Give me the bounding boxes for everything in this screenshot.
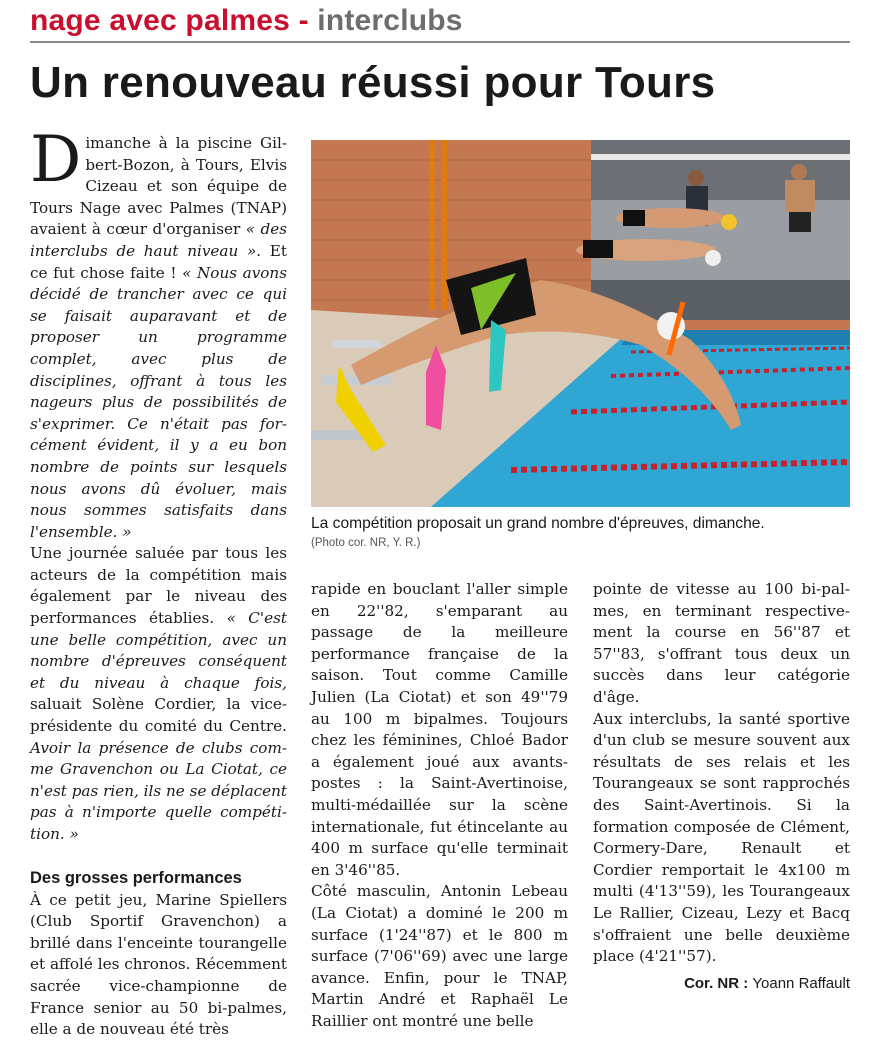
quote-run: « Nous avons décidé de trancher avec ce qui se faisait auparavant et de proposer un programme complet, avec plus de disciplines, offrant à tous les nageurs plus de possibilités de s'exprimer. Ce n'était pas forcément évident, il y a eu bon nombre de points sur lesquels nous avons dû évoluer, mais nous sommes satisfaits dans l'ensemble. » — [30, 263, 288, 541]
drop-cap: D — [30, 123, 82, 197]
paragraph-4: rapide en bouclant l'aller simple en 22''82, s'emparant au passage de la meilleure performance française de la saison. Tout comme Camille Julien (La Ciotat) et son 49''79 au 100 m bipalmes. Toujours chez les féminines, Chloé Bador a également joué aux avants-postes : la Saint-Avertinoise, multi-médaillée sur la scène internationale, fut étincelante au 400 m surface qu'elle terminait en 3'46''85. — [311, 580, 568, 879]
article-column-3 — [593, 579, 850, 968]
signature-author: Yoann Raffault — [752, 975, 850, 992]
photo-caption: La compétition proposait un grand nombre d'épreuves, dimanche. — [311, 515, 765, 532]
article-column-1 — [30, 123, 288, 1041]
text-run: Et ce fut chose faite ! — [30, 241, 287, 282]
kicker-rule — [30, 41, 850, 43]
quote-run: « C'est une belle compétition, avec un nombre d'épreuves conséquent et du niveau à chaque fois, — [30, 609, 287, 692]
headline: Un renouveau réussi pour Tours — [30, 58, 716, 107]
paragraph-6: pointe de vitesse au 100 bi-palmes, en terminant respectivement la course en 56''87 et 57''83, s'offrant tous deux un succès dans leur catégorie d'âge. — [593, 580, 850, 706]
kicker-section: interclubs — [317, 4, 463, 37]
kicker-topic: nage avec palmes — [30, 4, 291, 37]
paragraph-1 — [30, 123, 288, 543]
swimmers-photo-illustration — [311, 140, 850, 507]
signature-prefix: Cor. NR : — [684, 975, 753, 992]
paragraph-3: À ce petit jeu, Marine Spiellers (Club Sportif Gravenchon) a brillé dans l'enceinte tourangelle et affolé les chronos. Récemment sacrée vice-championne de France senior au 50 bi-palmes, elle a de nouveau été très — [30, 890, 287, 1039]
subheading: Des grosses performances — [30, 868, 242, 887]
article-column-2 — [311, 579, 568, 1032]
paragraph-2 — [30, 543, 287, 845]
section-kicker — [30, 4, 463, 38]
quote-run: Avoir la présence de clubs comme Gravenchon ou La Ciotat, ce n'est pas rien, ils ne se déplacent pas à n'importe quelle compétition. » — [30, 738, 287, 843]
byline-signature — [684, 975, 850, 992]
article-photo — [311, 140, 850, 507]
quote-run: « des interclubs de haut niveau ». — [30, 220, 288, 260]
photo-credit: (Photo cor. NR, Y. R.) — [311, 537, 421, 549]
text-run: saluait Solène Cordier, la vice-présidente du comité du Centre. — [30, 695, 287, 736]
paragraph-5: Côté masculin, Antonin Lebeau (La Ciotat) a dominé le 200 m surface (1'24''87) et le 800 m surface (7'06''69) avec une large avance. Enfin, pour le TNAP, Martin André et Raphaël Le Raillier ont montré une belle — [311, 882, 568, 1030]
paragraph-7: Aux interclubs, la santé sportive d'un club se mesure souvent aux résultats de ses relais et les Tourangeaux se sont rapprochés des Saint-Avertinois. Si la formation composée de Clément, Cormery-Dare, Renault et Cordier remportait le 4x100 m multi (4'13''59), les Tourangeaux Le Rallier, Cizeau, Lezy et Bacq s'offraient une belle deuxième place (4'21''57). — [593, 709, 850, 966]
text-run: Une journée saluée par tous les acteurs de la compétition mais également par le niveau des performances établies. — [30, 544, 287, 628]
text-run: imanche à la piscine Gilbert-Bozon, à Tours, Elvis Cizeau et son équipe de Tours Nage avec Palmes (TNAP) avaient à cœur d'organiser — [30, 134, 287, 239]
kicker-separator: - — [290, 4, 318, 37]
